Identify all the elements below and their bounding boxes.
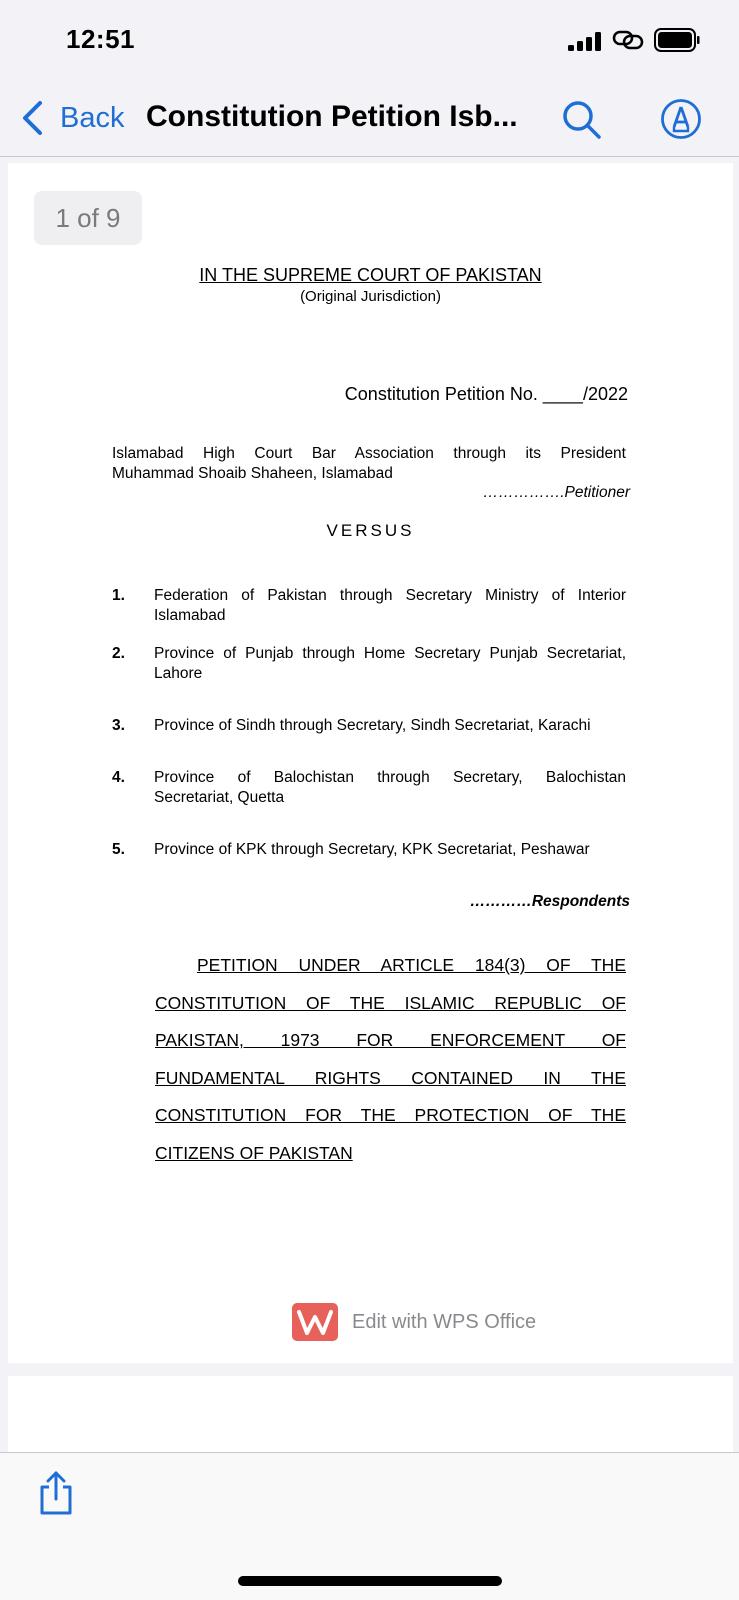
pdf-page[interactable] <box>8 163 733 1363</box>
home-indicator[interactable] <box>238 1576 502 1586</box>
heading-line: CONSTITUTION FOR THE PROTECTION OF THE <box>155 1105 626 1125</box>
next-pdf-page[interactable] <box>8 1376 733 1452</box>
respondent-line-2: Secretariat, Quetta <box>154 789 285 806</box>
versus: VERSUS <box>326 521 415 540</box>
heading-line: CITIZENS OF PAKISTAN <box>155 1142 353 1163</box>
respondent-line-1: Federation of Pakistan through Secretary Ministry of Interior <box>154 587 626 604</box>
respondent-line-2: Islamabad <box>154 607 226 624</box>
battery-icon <box>654 28 700 52</box>
search-icon[interactable] <box>560 98 604 142</box>
respondent-line-1: Province of Balochistan through Secretary, Balochistan <box>154 769 626 786</box>
petitioner-line-1: Islamabad High Court Bar Association through its President <box>112 445 626 462</box>
heading-line: FUNDAMENTAL RIGHTS CONTAINED IN THE <box>155 1067 626 1088</box>
petitioner-role: …………….Petitioner <box>482 484 630 501</box>
share-icon[interactable] <box>36 1469 76 1517</box>
status-time: 12:51 <box>66 24 135 54</box>
heading-line: PETITION UNDER ARTICLE 184(3) OF THE <box>197 955 626 975</box>
signal-icon <box>568 31 604 51</box>
wps-watermark <box>292 1303 536 1341</box>
wps-logo-icon <box>292 1303 338 1341</box>
respondent-line-2: Lahore <box>154 665 203 682</box>
status-bar <box>0 0 739 80</box>
respondent-number: 5. <box>112 841 125 858</box>
link-icon <box>612 28 644 52</box>
court-title: IN THE SUPREME COURT OF PAKISTAN <box>199 265 542 285</box>
petitioner-line-2: Muhammad Shoaib Shaheen, Islamabad <box>112 465 393 482</box>
petition-number: Constitution Petition No. ____/2022 <box>344 384 628 404</box>
back-chevron-icon <box>20 100 46 136</box>
bottom-toolbar <box>0 1453 739 1600</box>
nav-divider <box>0 156 739 157</box>
petition-heading <box>155 947 626 1172</box>
back-label: Back <box>60 101 125 134</box>
page-counter: 1 of 9 <box>34 191 142 245</box>
respondent-number: 2. <box>112 645 125 662</box>
respondent-line-1: Province of Sindh through Secretary, Sindh Secretariat, Karachi <box>154 717 591 734</box>
respondent-line-1: Province of Punjab through Home Secretary Punjab Secretariat, <box>154 645 626 662</box>
respondent-number: 1. <box>112 587 125 604</box>
heading-line: PAKISTAN, 1973 FOR ENFORCEMENT OF <box>155 1030 626 1050</box>
jurisdiction: (Original Jurisdiction) <box>300 288 441 305</box>
nav-bar <box>0 84 739 154</box>
heading-line: CONSTITUTION OF THE ISLAMIC REPUBLIC OF <box>155 992 626 1013</box>
back-button[interactable] <box>20 98 124 138</box>
respondent-number: 4. <box>112 769 125 786</box>
document-content <box>8 163 733 1363</box>
markup-icon[interactable] <box>660 98 702 140</box>
wps-watermark-text: Edit with WPS Office <box>352 1310 537 1333</box>
document-title: Constitution Petition Isb... <box>146 100 518 133</box>
respondents-role: …………Respondents <box>469 893 630 910</box>
respondent-number: 3. <box>112 717 125 734</box>
petitioner <box>112 444 626 484</box>
respondent-line-1: Province of KPK through Secretary, KPK Secretariat, Peshawar <box>154 841 590 858</box>
